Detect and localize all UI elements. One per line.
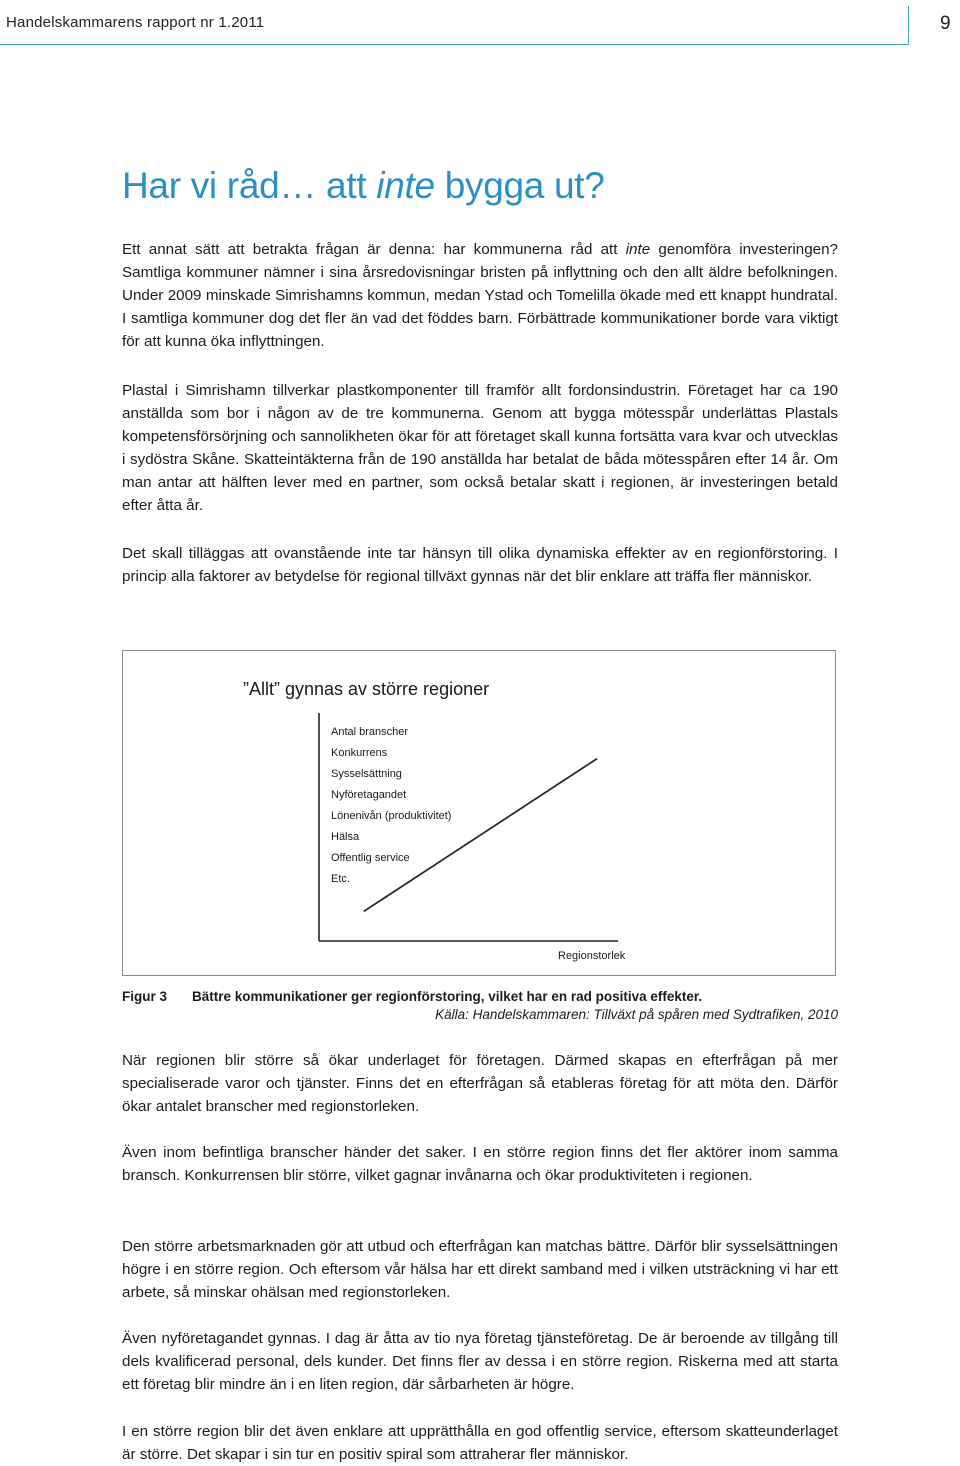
chart-series-line <box>364 759 597 912</box>
page-header <box>0 0 960 46</box>
paragraph-8: I en större region blir det även enklare att upprätthålla en god offentlig service, eftersom skatteunderlaget är större. Det skapar i sin tur en positiv spiral som attraherar fler människor. <box>122 1423 838 1463</box>
paragraph-1 <box>122 238 838 353</box>
p1-after-italic: genomföra investeringen? Samtliga kommuner nämner i sina årsredovisningar bristen på inflyttning och den allt äldre befolkningen. Under 2009 minskade Simrishamns kommun, medan Ystad och Tomelilla ökade med ett knappt hundratal. I samtliga kommuner dog det fler än vad det föddes barn. Förbättrade kommunikationer borde vara viktigt för att kunna öka inflyttningen. <box>122 241 838 350</box>
figure-caption: Bättre kommunikationer ger regionförstoring, vilket har en rad positiva effekter. <box>192 989 703 1004</box>
report-title: Handelskammarens rapport nr 1.2011 <box>6 14 265 31</box>
chart <box>123 651 835 975</box>
heading-italic: inte <box>376 165 435 206</box>
paragraph-3: Det skall tilläggas att ovanstående inte tar hänsyn till olika dynamiska effekter av en regionförstoring. I princip alla faktorer av betydelse för regional tillväxt gynnas när det blir enklare att träffa fler människor. <box>122 545 838 585</box>
paragraph-7: Även nyföretagandet gynnas. I dag är åtta av tio nya företag tjänsteföretag. De är beroende av tillgång till dels kvalificerad personal, dels kunder. Det finns fler av dessa i en större region. Riskerna med att starta ett företag blir mindre än i en liten region, där sårbarheten är högre. <box>122 1330 838 1393</box>
header-rule <box>0 44 908 45</box>
paragraph-2: Plastal i Simrishamn tillverkar plastkomponenter till framför allt fordonsindustrin. Företaget har ca 190 anställda som bor i någon av de tre kommunerna. Genom att bygga mötesspår underlättas Plastals kompetensförsörjning och sannolikheten ökar för att företaget skall kunna fortsätta vara kvar och utvecklas i sydöstra Skåne. Skatteintäkterna från de 190 anställda har betalat de båda mötesspåren efter 14 år. Om man antar att hälften lever med en partner, som också betalar skatt i regionen, är investeringen betald efter åtta år. <box>122 382 838 514</box>
chart-y-item: Hälsa <box>331 831 360 843</box>
page-number: 9 <box>940 13 951 34</box>
header-divider <box>908 6 909 45</box>
chart-y-item: Lönenivån (produktivitet) <box>331 810 452 822</box>
chart-title: ”Allt” gynnas av större regioner <box>243 679 490 699</box>
paragraph-5: Även inom befintliga branscher händer det saker. I en större region finns det fler aktörer inom samma bransch. Konkurrensen blir större, vilket gagnar invånarna och ökar produktiviteten i regionen. <box>122 1144 838 1184</box>
page-heading <box>122 165 605 207</box>
heading-part2: bygga ut? <box>434 165 605 206</box>
chart-y-item: Antal branscher <box>331 726 409 738</box>
figure-source: Källa: Handelskammaren: Tillväxt på spåren med Sydtrafiken, 2010 <box>435 1007 838 1022</box>
chart-y-item: Konkurrens <box>331 747 388 759</box>
chart-series <box>364 759 597 912</box>
heading-part1: Har vi råd… att <box>122 165 377 206</box>
chart-y-item: Etc. <box>331 873 350 885</box>
paragraph-6: Den större arbetsmarknaden gör att utbud och efterfrågan kan matchas bättre. Därför blir sysselsättningen högre i en större region. Och eftersom vår hälsa har ett direkt samband med i vilken utsträckning vi har ett arbete, så minskar ohälsan med regionstorleken. <box>122 1238 838 1301</box>
chart-y-item: Offentlig service <box>331 852 410 864</box>
figure-frame <box>122 650 836 976</box>
paragraph-4: När regionen blir större så ökar underlaget för företagen. Därmed skapas en efterfrågan på mer specialiserade varor och tjänster. Finns det en efterfrågan så etableras företag för att möta den. Därför ökar antalet branscher med regionstorleken. <box>122 1052 838 1115</box>
chart-x-label: Regionstorlek <box>558 950 626 962</box>
chart-y-item: Sysselsättning <box>331 768 402 780</box>
p1-italic: inte <box>625 241 651 258</box>
chart-y-items <box>331 726 451 885</box>
p1-before-italic: Ett annat sätt att betrakta frågan är denna: har kommunerna råd att <box>122 241 626 258</box>
figure-label: Figur 3 <box>122 989 168 1004</box>
chart-y-item: Nyföretagandet <box>331 789 407 801</box>
